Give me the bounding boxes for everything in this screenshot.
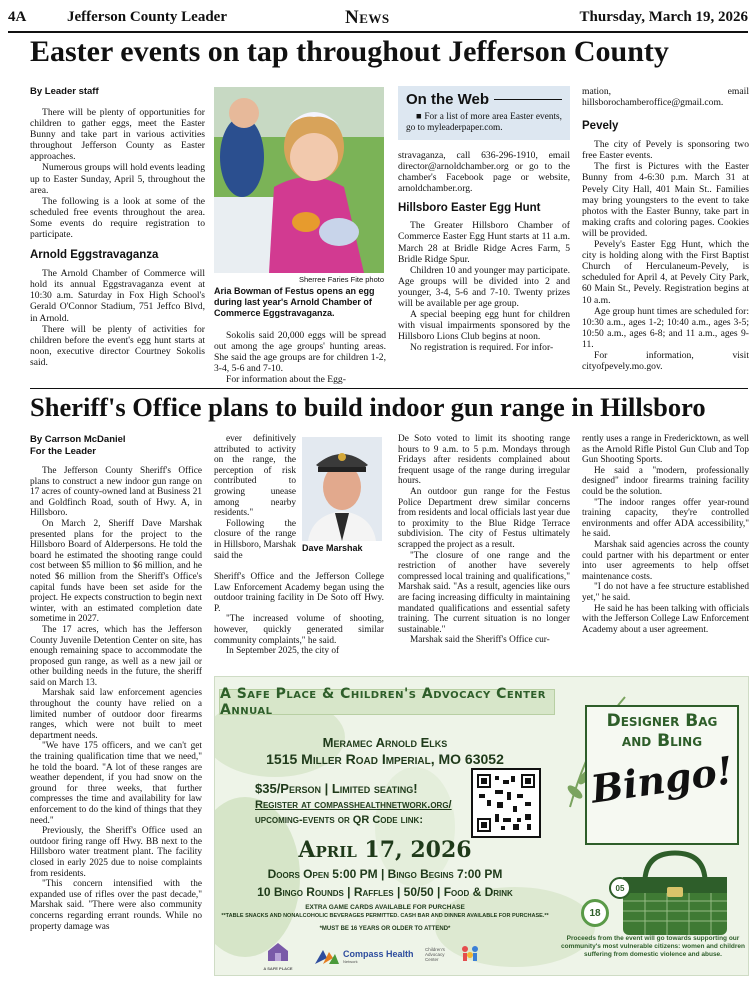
register-line-1 xyxy=(255,799,475,811)
hillsboro-subhead: Hillsboro Easter Egg Hunt xyxy=(398,202,541,215)
paragraph: "This concern intensified with the expanded use of rifles over the past decade," Marshak said. "There were also community concerns regarding errant rounds. While no property damage was xyxy=(30,879,202,932)
paragraph: Sokolis said 20,000 eggs will be spread out among the age groups' hunting areas. She said the age groups are for children 1-2, 3-4, 5-6 and 7-10. xyxy=(214,330,386,375)
girl-with-egg-image xyxy=(214,87,384,273)
bingo-title-panel xyxy=(585,705,739,845)
arnold-subhead: Arnold Eggstravaganza xyxy=(30,249,159,262)
a-safe-place-logo-text: A SAFE PLACE xyxy=(263,966,293,971)
title-line-1: Designer Bag xyxy=(606,711,718,731)
qr-code[interactable] xyxy=(471,768,541,838)
paragraph: The Arnold Chamber of Commerce will hold its annual Eggstravaganza event at 10:30 a.m. Saturday in Fox High School's Gerald O'Connor Stadium, 751 Jeffco Blvd, in Arnold. xyxy=(30,268,205,324)
paragraph: Children 10 and younger may participate. Age groups will be divided into 2 and younger, 3-4, 5-6 and 7-10. Twenty prizes will be available per age group. xyxy=(398,264,570,310)
sheriff-photo-caption: Dave Marshak xyxy=(302,543,363,553)
qr-code-icon xyxy=(477,774,535,832)
hillsboro-contact: mation, email hillsborochamberoffice@gmail.com. xyxy=(582,86,749,109)
photo-credit: Sherree Faries Fite photo xyxy=(298,275,384,284)
section-label: News xyxy=(345,7,390,28)
event-date: April 17, 2026 xyxy=(298,837,472,863)
page-number: 4A xyxy=(8,9,27,25)
pevely-text xyxy=(582,139,749,372)
photo-caption: Aria Bowman of Festus opens an egg during last year's Arnold Chamber of Commerce Eggstravaganza. xyxy=(214,286,375,318)
story-divider xyxy=(30,388,748,389)
paragraph: "I do not have a fee structure established yet," he said. xyxy=(582,582,749,603)
paragraph: The 17 acres, which has the Jefferson County Juvenile Detention Center on site, has enough remaining space to accommodate the proposed gun range, as well as a new jail or other building needs in the future, the sheriff said on March 13. xyxy=(30,624,202,688)
on-the-web-box xyxy=(398,86,570,140)
paragraph: He said a "modern, professionally designed" indoor firearms training facility could be the solution. xyxy=(582,465,749,497)
a-safe-place-logo xyxy=(263,941,293,971)
sheriff-photo xyxy=(302,437,382,541)
ticket-price: $35/Person | Limited seating! xyxy=(255,781,418,796)
event-features: 10 Bingo Rounds | Raffles | 50/50 | Food & Drink xyxy=(257,885,513,899)
paragraph: Following the closure of the range in Hillsboro, Marshak said the xyxy=(214,518,296,561)
paragraph: On March 2, Sheriff Dave Marshak presented plans for the project to the Hillsboro Board of Alderpersons. He told the board he estimated the shooting range could cost between $5 million to $6 million, and he noted $6 million from the Sheriff's Office's capital funds have been set aside for the project. He expects construction to begin next winter, with an estimated completion date sometime in 2027. xyxy=(30,518,202,625)
web-box-title: On the Web xyxy=(406,91,490,108)
bingo-ball-05: 05 xyxy=(609,877,631,899)
sheriff-byline: By Carrson McDaniel xyxy=(30,434,126,445)
easter-col-2-text xyxy=(214,330,386,385)
chamber-contact: stravaganza, call 636-296-1910, email director@arnoldchamber.org or go to the chamber's Facebook page or website, arnoldchamber.org. xyxy=(398,150,570,195)
issue-date: Thursday, March 19, 2026 xyxy=(579,9,748,25)
compass-health-icon xyxy=(315,950,339,964)
easter-col-1 xyxy=(30,86,205,368)
register-link[interactable]: Register at compasshealthnetwork.org/ xyxy=(255,799,452,811)
event-times: Doors Open 5:00 PM | Bingo Begins 7:00 PM xyxy=(267,867,503,881)
paragraph: "The closure of one range and the restriction of another have severely compressed local training and qualifications," Marshak said. "As a result, agencies like ours are facing increasing difficulty in maintaining mandated qualifications and essential safety training. The current situation is no longer sustainable." xyxy=(398,550,570,635)
event-banner xyxy=(219,686,555,718)
easter-col-4 xyxy=(582,86,749,372)
web-box-rule xyxy=(494,99,562,100)
web-box-text: ■ For a list of more area Easter events, go to myleaderpaper.com. xyxy=(406,112,562,133)
paragraph: De Soto voted to limit its shooting range hours to 9 a.m. to 5 p.m. Mondays through Fridays after residents complained about frequent usage of the range during irregular hours. xyxy=(398,434,570,487)
register-line-2[interactable]: upcoming-events or QR Code link: xyxy=(255,814,424,826)
compass-health-logo xyxy=(315,949,414,964)
paragraph: "The indoor ranges offer year-round training capacity, they're controlled environments and offer ADA accessibility," he said. xyxy=(582,497,749,540)
arnold-text xyxy=(30,268,205,368)
paragraph: ever definitively attributed to activity on the range, the perception of risk contributed to growing unease among nearby residents." xyxy=(214,434,296,519)
paragraph: The Greater Hillsboro Chamber of Commerce Easter Egg Hunt starts at 11 a.m. March 28 at Bridle Ridge Acres Farm, 5 Bridle Ridge Spur. xyxy=(398,220,570,265)
paragraph: "We have 175 officers, and we can't get the training qualification time that we need," he told the board. "A lot of these ranges are weather dependent, if you had snow on the ground for three weeks, that further compresses the time and availability for law enforcement to do the kind of things that they need." xyxy=(30,741,202,826)
paragraph: For information, visit cityofpevely.mo.gov. xyxy=(582,349,749,373)
paragraph: Marshak said agencies across the county could partner with his department or enter into user agreements to help offset maintenance costs. xyxy=(582,539,749,582)
paragraph: An outdoor gun range for the Festus Police Department drew similar concerns from residents and local officials last year due to proximity to the Blue Ridge Terrace subdivision. The city of Festus ultimately scrapped the project as a result. xyxy=(398,486,570,550)
children-figures-icon xyxy=(459,943,481,965)
paper-name: Jefferson County Leader xyxy=(67,9,227,25)
sheriff-col-1 xyxy=(30,434,202,932)
venue-name: Meramec Arnold Elks xyxy=(322,735,448,750)
compass-health-sub: Network xyxy=(343,959,358,964)
easter-byline: By Leader staff xyxy=(30,86,99,97)
sheriff-col-3 xyxy=(398,434,570,646)
paragraph: There will be plenty of activities for children before the event's egg hunt starts at noon, executive director Courtney Sokolis said. xyxy=(30,323,205,368)
easter-photo xyxy=(214,87,384,273)
easter-col-3 xyxy=(398,150,570,354)
header-rule xyxy=(8,31,748,33)
sheriff-col-2-text xyxy=(214,572,384,657)
pevely-subhead: Pevely xyxy=(582,120,619,133)
paragraph: The first is Pictures with the Easter Bunny from 4-6:30 p.m. March 31 at Pevely City Hall, 401 Main St.. Families may bring youngsters to the event to take photos with the Easter Bunny, take part in making crafts and coloring pages. Cookies will be provided. xyxy=(582,161,749,239)
sheriff-headline: Sheriff's Office plans to build indoor gun range in Hillsboro xyxy=(30,392,706,422)
paragraph: Pevely's Easter Egg Hunt, which the city is holding along with the First Baptist Church of Herculaneum-Pevely, is scheduled for April 4, at Pevely City Park, 60 Main St., Pevely. Registration begins at 10 a.m. xyxy=(582,239,749,306)
compass-health-name: Compass Health xyxy=(343,949,414,959)
sheriff-col-2-narrow xyxy=(214,434,296,561)
paragraph: Sheriff's Office and the Jefferson College Law Enforcement Academy began using the outdoor training facility in De Soto off Hwy. P. xyxy=(214,572,384,614)
age-note: *MUST BE 16 YEARS OR OLDER TO ATTEND* xyxy=(319,926,451,932)
easter-intro xyxy=(30,107,205,240)
beverage-note: **TABLE SNACKS AND NONALCOHOLIC BEVERAGES PERMITTED. CASH BAR AND DINNER AVAILABLE FOR PURCHASE.** xyxy=(221,913,549,919)
paragraph: The following is a look at some of the scheduled free events throughout the area. Some events do require registration to participate. xyxy=(30,195,205,241)
paragraph: A special beeping egg hunt for children with visual impairments sponsored by the Hillsboro Lions Club begins at noon. xyxy=(398,309,570,343)
paragraph: The city of Pevely is sponsoring two free Easter events. xyxy=(582,139,749,162)
house-icon xyxy=(266,941,290,961)
advocacy-center-logo xyxy=(425,943,481,965)
hillsboro-text xyxy=(398,220,570,353)
sheriff-col-1-text xyxy=(30,466,202,932)
title-line-2: and Bling xyxy=(621,731,703,751)
paragraph: Marshak said the Sheriff's Office cur- xyxy=(410,635,550,646)
easter-headline: Easter events on tap throughout Jefferson County xyxy=(30,35,669,68)
bingo-ball-18: 18 xyxy=(581,899,609,927)
paragraph: rently uses a range in Fredericktown, as well as the Arnold Rifle Pistol Gun Club and Top Gun Shooting Sports. xyxy=(582,434,749,466)
bingo-advertisement xyxy=(214,676,749,976)
banner-text: A Safe Place & Children's Advocacy Center Annual xyxy=(220,686,546,718)
paragraph: In September 2025, the city of xyxy=(226,646,340,657)
paragraph: Previously, the Sheriff's Office used an outdoor firing range off Hwy. BB next to the Hillsboro water treatment plant. The facility closed in early 2025 due to noise complaints from residents. xyxy=(30,826,202,879)
paragraph: Age group hunt times are scheduled for: 10:30 a.m., ages 1-2; 10:40 a.m., ages 3-5; 10:50 a.m., ages 6-8; and 11 a.m., ages 9-11. xyxy=(582,305,749,350)
venue-address: 1515 Miller Road Imperial, MO 63052 xyxy=(266,751,504,767)
paragraph: For information about the Egg- xyxy=(226,374,346,386)
sheriff-portrait-image xyxy=(302,437,382,541)
paragraph: "The increased volume of shooting, however, quickly generated similar community complaints," he said. xyxy=(214,614,384,646)
advocacy-center-logo-text: Children's Advocacy Center xyxy=(425,946,445,962)
sheriff-col-4 xyxy=(582,434,749,635)
paragraph: There will be plenty of opportunities for children to gather eggs, meet the Easter Bunny and take part in various activities throughout Jefferson County as Easter approaches. xyxy=(30,107,205,163)
paragraph: Marshak said law enforcement agencies throughout the county have relied on a limited number of outdoor door firearms ranges, which were not built to meet department needs. xyxy=(30,688,202,741)
web-box-header xyxy=(406,91,562,108)
paragraph: He said he has been talking with officials with the Jefferson College Law Enforcement Academy about a user agreement. xyxy=(582,603,749,635)
sheriff-byline-affiliation: For the Leader xyxy=(30,446,96,457)
paragraph: The Jefferson County Sheriff's Office plans to construct a new indoor gun range on 17 acres of county-owned land at Business 21 and Goldfinch Road, south of Hwy. A, in Hillsboro. xyxy=(30,466,202,519)
paragraph: No registration is required. For infor- xyxy=(410,342,554,354)
bingo-script: Bingo! xyxy=(588,747,736,812)
extra-cards-note: EXTRA GAME CARDS AVAILABLE FOR PURCHASE xyxy=(305,904,465,911)
paragraph: Numerous groups will hold events leading up to Easter Sunday, April 5, throughout the area. xyxy=(30,162,205,196)
proceeds-note: Proceeds from the event will go towards supporting our community's most vulnerable citizens: women and children suffering from domestic violence and abuse. xyxy=(561,935,745,958)
